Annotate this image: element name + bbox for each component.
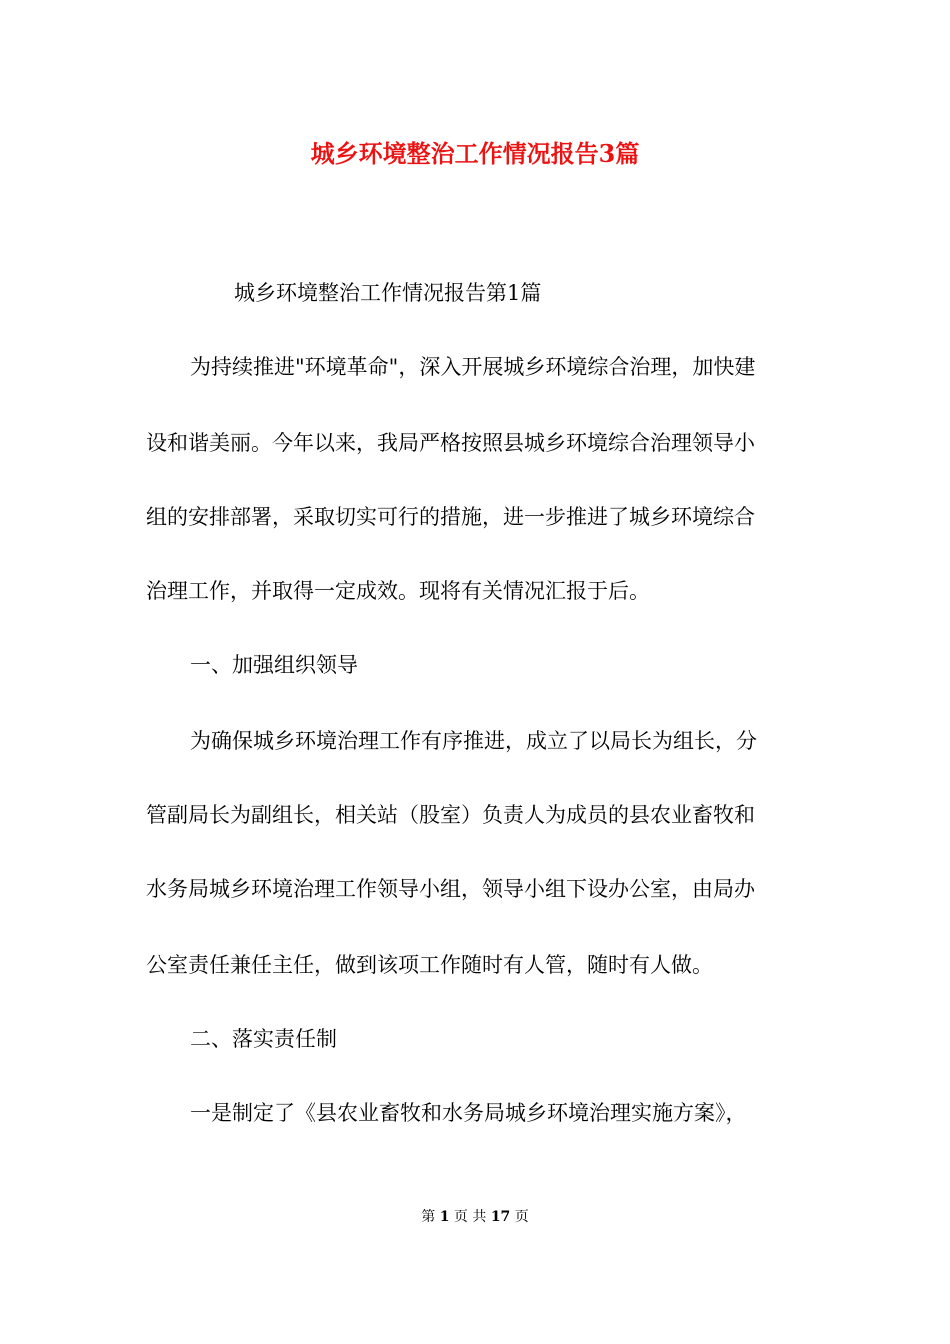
section-heading: 一、加强组织领导 <box>190 653 358 677</box>
paragraph-line: 一是制定了《县农业畜牧和水务局城乡环境治理实施方案》， <box>190 1101 747 1125</box>
footer-prefix: 第 <box>421 1209 436 1225</box>
paragraph-line: 组的安排部署，采取切实可行的措施，进一步推进了城乡环境综合 <box>146 505 755 529</box>
footer-suffix: 页 <box>514 1209 529 1225</box>
paragraph-line: 设和谐美丽。今年以来，我局严格按照县城乡环境综合治理领导小 <box>146 431 755 455</box>
footer-middle: 页 共 <box>453 1209 487 1225</box>
paragraph-line: 为持续推进"环境革命"，深入开展城乡环境综合治理，加快建 <box>190 355 756 379</box>
paragraph-line: 水务局城乡环境治理工作领导小组，领导小组下设办公室，由局办 <box>146 877 755 901</box>
paragraph-line: 治理工作，并取得一定成效。现将有关情况汇报于后。 <box>146 579 650 603</box>
paragraph-line: 管副局长为副组长，相关站（股室）负责人为成员的县农业畜牧和 <box>146 803 755 827</box>
section-heading: 二、落实责任制 <box>190 1027 337 1051</box>
footer-total-pages: 17 <box>490 1209 511 1225</box>
footer-current-page: 1 <box>439 1209 450 1225</box>
section-subtitle: 城乡环境整治工作情况报告第1篇 <box>234 281 542 305</box>
page-footer <box>0 1206 950 1228</box>
paragraph-line: 公室责任兼任主任，做到该项工作随时有人管，随时有人做。 <box>146 953 713 977</box>
page-title: 城乡环境整治工作情况报告3篇 <box>310 139 640 168</box>
paragraph-line: 为确保城乡环境治理工作有序推进，成立了以局长为组长，分 <box>190 729 757 753</box>
